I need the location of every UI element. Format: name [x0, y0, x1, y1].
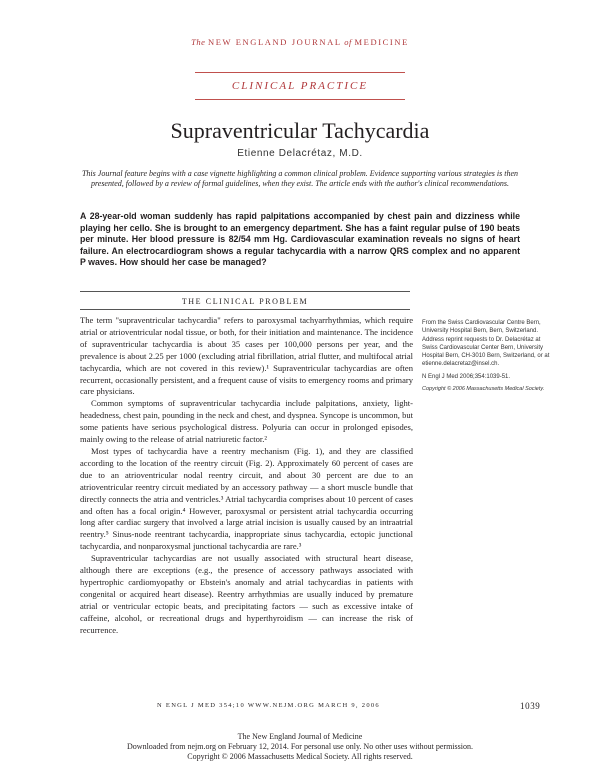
body-paragraph: The term "supraventricular tachycardia" refers to paroxysmal tachyarrhythmias, which require atrial or atrioventricular nodal tissue, or both, for their initiation and maintenance. The incidence of supraventricular tachycardia is about 35 cases per 100,000 persons per year, and the prevalence is about 2.25 per 1000 (excluding atrial fibrillation, atrial flutter, and multifocal atrial tachycardia, which are not covered in this review).¹ Supraventricular tachycardias are often recurrent, occasionally persistent, and a frequent cause of visits to emergency rooms and primary care physicians.: [80, 315, 413, 397]
body-paragraph: Most types of tachycardia have a reentry mechanism (Fig. 1), and they are classified according to the location of the reentry circuit (Fig. 2). Approximately 60 percent of cases are due to an atrioventricular nodal reentry circuit, and about 30 percent are due to an atrioventricular reentry circuit mediated by an accessory pathway — a short muscle bundle that directly connects the atria and ventricles.³ Atrial tachycardia comprises about 10 percent of cases and often has a focal origin.⁴ However, paroxysmal or persistent atrial tachycardia occurring long after cardiac surgery that involved a large atrial incision is usually caused by an intraatrial reentry.⁵ Sinus-node reentrant tachycardia, inappropriate sinus tachycardia, ectopic junctional tachycardia, and nonparoxysmal junctional tachycardia are rare.³: [80, 445, 413, 552]
journal-header: [0, 37, 600, 47]
heading-rule-bottom: [80, 309, 410, 310]
article-body: [80, 315, 413, 636]
section-rule-bottom: [195, 99, 405, 100]
citation: N Engl J Med 2006;354:1039-51.: [422, 373, 511, 380]
running-footer: N ENGL J MED 354;10 WWW.NEJM.ORG MARCH 9, 2006: [157, 702, 380, 709]
case-vignette: A 28-year-old woman suddenly has rapid palpitations accompanied by chest pain and dizziness while playing her cello. She is brought to an emergency department. She has a faint regular pulse of 190 beats per minute. Her blood pressure is 82/54 mm Hg. Cardiovascular examination reveals no signs of heart failure. An electrocardiogram shows a regular tachycardia with a narrow QRS complex and no apparent P waves. How should her case be managed?: [80, 211, 520, 268]
body-paragraph: Supraventricular tachycardias are not usually associated with structural heart disease, although there are exceptions (e.g., the presence of accessory pathways associated with hypertrophic cardiomyopathy or Ebstein's anomaly and atrial tachycardias in patients with congenital or acquired heart disease). Reentry arrhythmias are usually induced by premature atrial or ventricular ectopic beats, and precipitating factors — such as excessive intake of caffeine, alcohol, or recreational drugs and hyperthyroidism — can increase the risk of recurrence.: [80, 553, 413, 635]
feature-intro: This Journal feature begins with a case vignette highlighting a common clinical problem. Evidence supporting various strategies is then presented, followed by a review of formal guidelines, when they exist. The article ends with the author's clinical recommendations.: [81, 169, 519, 188]
page-number: 1039: [520, 701, 541, 711]
author-affiliation: From the Swiss Cardiovascular Centre Bern, University Hospital Bern, Bern, Switzerland. Address reprint requests to Dr. Delacrétaz at Swiss Cardiovascular Center Bern, University Hospital Bern, CH-3010 Bern, Switzerland, or at etienne.delacretaz@insel.ch.: [422, 320, 550, 368]
section-heading: THE CLINICAL PROBLEM: [181, 297, 309, 306]
download-notice: [0, 732, 600, 761]
journal-header-the: The: [191, 37, 208, 47]
author-sidebar: [422, 319, 554, 397]
article-title: Supraventricular Tachycardia: [170, 118, 430, 143]
section-label: CLINICAL PRACTICE: [231, 80, 369, 92]
journal-header-medicine: MEDICINE: [354, 37, 409, 47]
download-notice-copyright: Copyright © 2006 Massachusetts Medical Society. All rights reserved.: [187, 751, 413, 761]
journal-header-name: NEW ENGLAND JOURNAL: [207, 37, 342, 47]
journal-header-of: of: [341, 37, 355, 47]
download-notice-journal: The New England Journal of Medicine: [237, 732, 363, 741]
body-paragraph: Common symptoms of supraventricular tachycardia include palpitations, anxiety, light-headedness, chest pain, pounding in the neck and chest, and dyspnea. Syncope is uncommon, but some patients have serious psychological distress. Polyuria can occur in prolonged episodes, mainly owing to the release of atrial natriuretic factor.²: [80, 398, 413, 445]
download-notice-terms: Downloaded from nejm.org on February 12, 2014. For personal use only. No other uses without permission.: [127, 741, 473, 751]
article-author: Etienne Delacrétaz, M.D.: [237, 148, 363, 159]
sidebar-copyright: Copyright © 2006 Massachusetts Medical Society.: [422, 386, 545, 393]
heading-rule-top: [80, 291, 410, 292]
section-rule-top: [195, 72, 405, 73]
